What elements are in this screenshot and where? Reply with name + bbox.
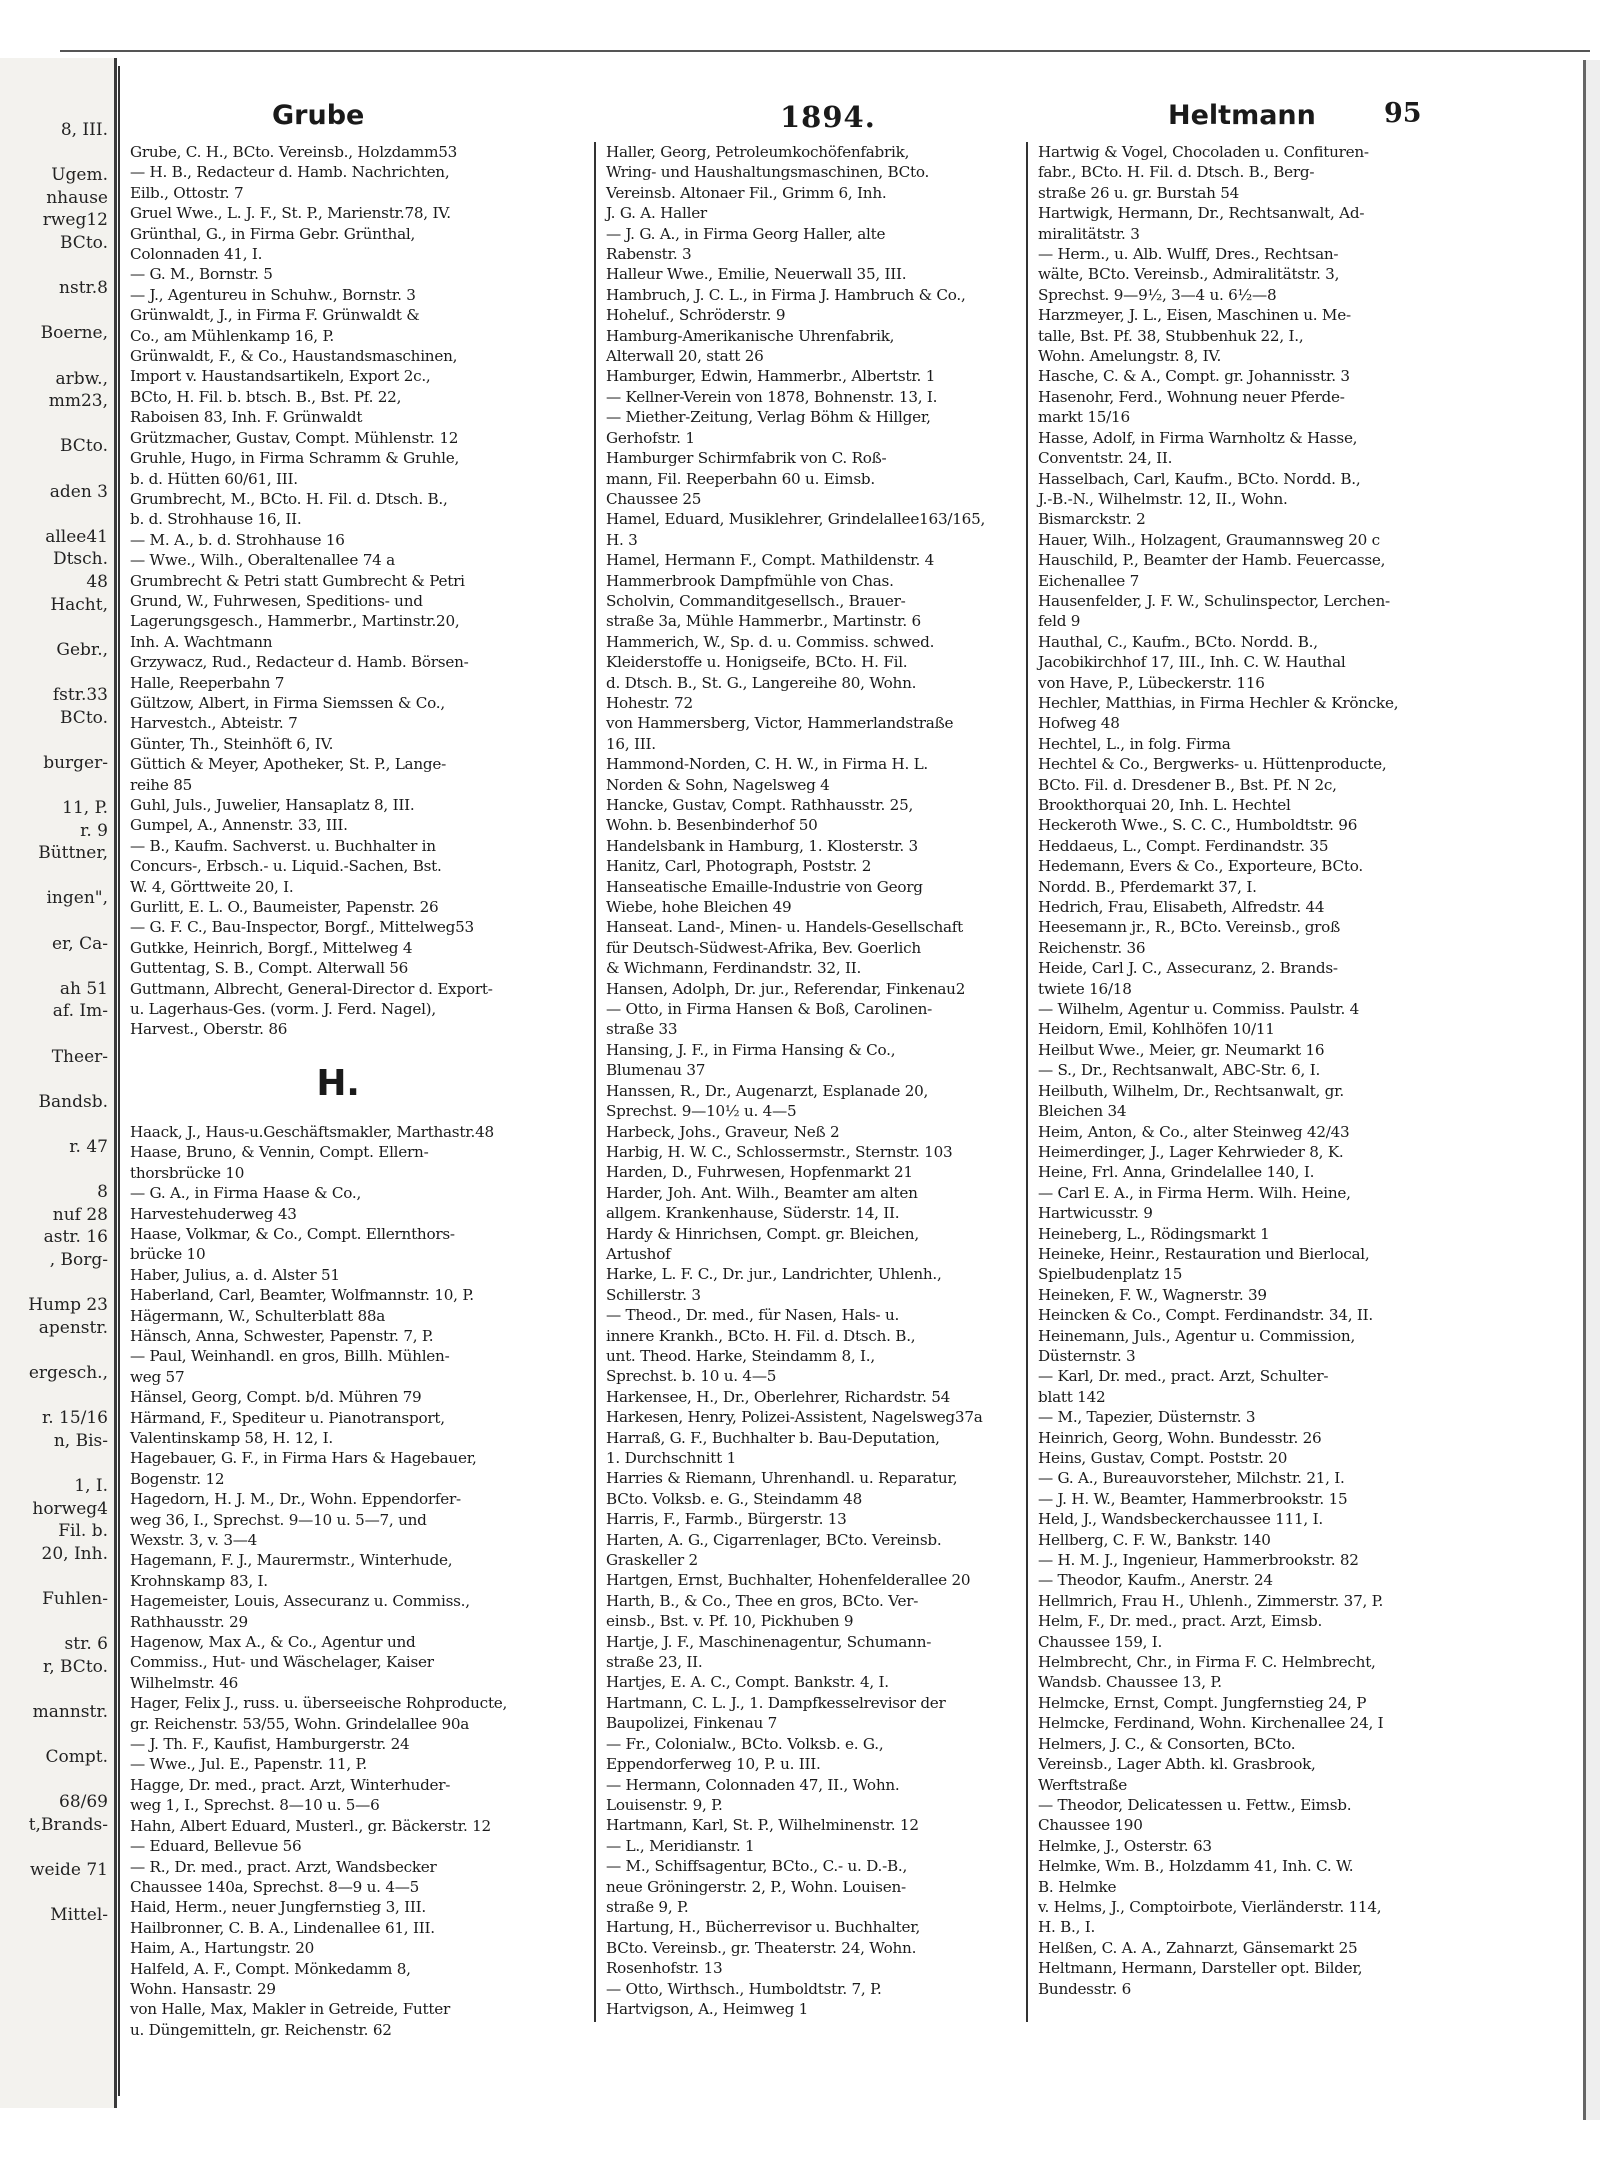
directory-entry: Gurlitt, E. L. O., Baumeister, Papenstr. 26: [130, 898, 439, 917]
directory-entry: Gumpel, A., Annenstr. 33, III.: [130, 816, 348, 835]
directory-entry: Hauer, Wilh., Holzagent, Graumannsweg 20 c: [1038, 530, 1380, 549]
directory-entry: Haase, Volkmar, & Co., Compt. Ellernthors- brücke 10: [130, 1224, 455, 1264]
directory-entry: — Kellner-Verein von 1878, Bohnenstr. 13, I.: [606, 387, 938, 406]
page-header: [120, 100, 1420, 140]
directory-entry: Heilbut Wwe., Meier, gr. Neumarkt 16: [1038, 1040, 1325, 1059]
margin-fragment: Ugem.: [51, 165, 108, 186]
directory-entry: Grützmacher, Gustav, Compt. Mühlenstr. 12: [130, 428, 459, 447]
margin-fragment: Compt.: [45, 1747, 108, 1768]
directory-entry: Handelsbank in Hamburg, 1. Klosterstr. 3: [606, 836, 918, 855]
margin-fragment: Boerne,: [40, 323, 108, 344]
directory-entry: Heltmann, Hermann, Darsteller opt. Bilder, Bundesstr. 6: [1038, 1959, 1363, 1998]
directory-entry: Hartmann, C. L. J., 1. Dampfkesselrevisor der Baupolizei, Finkenau 7: [606, 1693, 946, 1733]
directory-entry: — G. A., Bureauvorsteher, Milchstr. 21, I.: [1038, 1469, 1345, 1488]
margin-fragment: mannstr.: [32, 1702, 108, 1722]
directory-entry: — J. Th. F., Kaufist, Hamburgerstr. 24: [130, 1735, 410, 1754]
directory-entry: Harraß, G. F., Buchhalter b. Bau-Deputation, 1. Durchschnitt 1: [606, 1428, 940, 1467]
directory-entry: Helmers, J. C., & Consorten, BCto. Vereinsb., Lager Abth. kl. Grasbrook, Werftstraße: [1038, 1734, 1316, 1794]
margin-fragment: str. 6: [64, 1634, 108, 1655]
directory-entry: — H. M. J., Ingenieur, Hammerbrookstr. 82: [1038, 1551, 1359, 1570]
directory-entry: Harder, Joh. Ant. Wilh., Beamter am alten allgem. Krankenhause, Süderstr. 14, II.: [606, 1183, 918, 1223]
directory-entry: Gruel Wwe., L. J. F., St. P., Marienstr.78, IV.: [130, 204, 451, 223]
directory-entry: Heesemann jr., R., BCto. Vereinsb., groß Reichenstr. 36: [1038, 918, 1340, 957]
section-letter: H.: [316, 1062, 360, 1104]
directory-entry: Hauschild, P., Beamter der Hamb. Feuercasse, Eichenallee 7: [1038, 551, 1386, 590]
directory-entry: — Theodor, Delicatessen u. Fettw., Eimsb. Chaussee 190: [1038, 1795, 1352, 1835]
directory-entry: Held, J., Wandsbeckerchaussee 111, I.: [1038, 1510, 1323, 1529]
margin-fragment: af. Im-: [52, 1001, 108, 1022]
directory-entry: Hailbronner, C. B. A., Lindenallee 61, III.: [130, 1918, 435, 1937]
directory-entry: Hanseatische Emaille-Industrie von Georg Wiebe, hohe Bleichen 49: [606, 877, 923, 917]
directory-entry: Gutkke, Heinrich, Borgf., Mittelweg 4: [130, 938, 413, 957]
directory-entry: Hammond-Norden, C. H. W., in Firma H. L. Norden & Sohn, Nagelsweg 4: [606, 755, 929, 794]
directory-entry: Helmke, Wm. B., Holzdamm 41, Inh. C. W. B. Helmke: [1038, 1857, 1354, 1896]
page-number: 95: [1384, 98, 1422, 129]
directory-entry: Hartwigk, Hermann, Dr., Rechtsanwalt, Ad- miralitätstr. 3: [1038, 204, 1365, 243]
directory-entry: Hartjes, E. A. C., Compt. Bankstr. 4, I.: [606, 1673, 889, 1692]
margin-fragment: Mittel-: [50, 1905, 108, 1926]
margin-fragment: Gebr.,: [56, 639, 108, 660]
directory-entry: Haller, Georg, Petroleumkochöfenfabrik, Wring- und Haushaltungsmaschinen, BCto. Vereinsb. Altonaer Fil., Grimm 6, Inh. J. G. A. Haller: [606, 143, 930, 223]
margin-fragment: t,Brands-: [28, 1815, 108, 1835]
directory-entry: Hasselbach, Carl, Kaufm., BCto. Nordd. B., J.-B.-N., Wilhelmstr. 12, II., Wohn. Bismarckstr. 2: [1038, 469, 1361, 529]
column-3: [1026, 142, 1474, 2022]
directory-entry: — Miether-Zeitung, Verlag Böhm & Hillger, Gerhofstr. 1: [606, 408, 931, 447]
directory-entry: Grünwaldt, F., & Co., Haustandsmaschinen, Import v. Haustandsartikeln, Export 2c., BCto, H. Fil. b. btsch. B., Bst. Pf. 22, Raboisen 83, Inh. F. Grünwaldt: [130, 347, 458, 427]
directory-entry: Hardy & Hinrichsen, Compt. gr. Bleichen, Artushof: [606, 1224, 919, 1263]
directory-entry: Heine, Frl. Anna, Grindelallee 140, I.: [1038, 1163, 1315, 1182]
directory-entry: Hartje, J. F., Maschinenagentur, Schumann- straße 23, II.: [606, 1632, 932, 1672]
margin-fragment: astr. 16: [43, 1227, 108, 1248]
directory-entry: Hanseat. Land-, Minen- u. Handels-Gesellschaft für Deutsch-Südwest-Afrika, Bev. Goerlich & Wichmann, Ferdinandstr. 32, II.: [606, 918, 964, 978]
directory-entry: — B., Kaufm. Sachverst. u. Buchhalter in Concurs-, Erbsch.- u. Liquid.-Sachen, Bst. W. 4, Görttweite 20, I.: [130, 836, 442, 896]
margin-fragment: 8, III.: [60, 120, 108, 140]
margin-fragment: BCto.: [60, 436, 108, 457]
directory-entry: von Halle, Max, Makler in Getreide, Futter u. Düngemitteln, gr. Reichenstr. 62: [130, 2000, 450, 2039]
directory-entry: Gültzow, Albert, in Firma Siemssen & Co., Harvestch., Abteistr. 7: [130, 693, 445, 733]
directory-entry: — J. H. W., Beamter, Hammerbrookstr. 15: [1038, 1489, 1348, 1508]
margin-fragment: apenstr.: [38, 1317, 108, 1338]
directory-entry: Hamburger Schirmfabrik von C. Roß- mann, Fil. Reeperbahn 60 u. Eimsb. Chaussee 25: [606, 449, 887, 508]
directory-entry: Hamburg-Amerikanische Uhrenfabrik, Alterwall 20, statt 26: [606, 326, 895, 366]
directory-entry: Haase, Bruno, & Vennin, Compt. Ellern- thorsbrücke 10: [130, 1143, 429, 1182]
margin-fragment: r. 47: [69, 1137, 108, 1157]
margin-fragment: r. 15/16: [41, 1408, 108, 1429]
margin-fragment: arbw.,: [55, 368, 108, 389]
directory-entry: — M., Schiffsagentur, BCto., C.- u. D.-B., neue Gröningerstr. 2, P., Wohn. Louisen- straße 9, P.: [606, 1857, 908, 1916]
directory-entry: Hagebauer, G. F., in Firma Hars & Hagebauer, Bogenstr. 12: [130, 1449, 477, 1488]
directory-entry: Halfeld, A. F., Compt. Mönkedamm 8, Wohn. Hansastr. 29: [130, 1959, 411, 1998]
directory-entry: Hamel, Eduard, Musiklehrer, Grindelallee163/165, H. 3: [606, 510, 986, 549]
margin-fragment: nuf 28: [52, 1204, 108, 1225]
directory-entry: Hansing, J. F., in Firma Hansing & Co., Blumenau 37: [606, 1040, 896, 1080]
directory-entry: Hechler, Matthias, in Firma Hechler & Kröncke, Hofweg 48: [1038, 693, 1399, 733]
directory-entry: Helm, F., Dr. med., pract. Arzt, Eimsb. Chaussee 159, I.: [1038, 1612, 1323, 1651]
directory-entry: Hasenohr, Ferd., Wohnung neuer Pferde- markt 15/16: [1038, 387, 1345, 427]
directory-entry: — Wwe., Jul. E., Papenstr. 11, P.: [130, 1755, 367, 1774]
directory-entry: Günter, Th., Steinhöft 6, IV.: [130, 734, 334, 753]
directory-entry: Hägermann, W., Schulterblatt 88a: [130, 1306, 386, 1325]
directory-entry: Harzmeyer, J. L., Eisen, Maschinen u. Me- talle, Bst. Pf. 38, Stubbenhuk 22, I., Wohn. Amelungstr. 8, IV.: [1038, 306, 1351, 366]
previous-page-margin: [0, 58, 117, 2108]
margin-fragment: 11, P.: [62, 798, 108, 818]
directory-entry: Harke, L. F. C., Dr. jur., Landrichter, Uhlenh., Schillerstr. 3: [606, 1265, 942, 1304]
directory-entry: Helmke, J., Osterstr. 63: [1038, 1836, 1212, 1855]
margin-fragment: horweg4: [32, 1498, 108, 1519]
margin-fragment: 68/69: [59, 1792, 108, 1813]
margin-fragment: mm23,: [48, 391, 108, 412]
directory-entry: Hellberg, C. F. W., Bankstr. 140: [1038, 1530, 1271, 1549]
directory-entry: — J. G. A., in Firma Georg Haller, alte Rabenstr. 3: [606, 224, 886, 264]
directory-entry: Hedemann, Evers & Co., Exporteure, BCto. Nordd. B., Pferdemarkt 37, I.: [1038, 857, 1363, 896]
directory-entry: Guhl, Juls., Juwelier, Hansaplatz 8, III.: [130, 796, 415, 814]
margin-fragment: r. 9: [80, 820, 108, 841]
directory-entry: Harbeck, Johs., Graveur, Neß 2: [606, 1122, 840, 1141]
directory-entry: Grumbrecht & Petri statt Gumbrecht & Petri: [130, 571, 465, 590]
directory-entry: Hechtel & Co., Bergwerks- u. Hüttenproducte, BCto. Fil. d. Dresdener B., Bst. Pf. N 2c, Brookthorquai 20, Inh. L. Hechtel: [1038, 755, 1387, 814]
directory-entry: Helmbrecht, Chr., in Firma F. C. Helmbrecht, Wandsb. Chaussee 13, P.: [1038, 1653, 1376, 1692]
directory-entry: Härmand, F., Spediteur u. Pianotransport, Valentinskamp 58, H. 12, I.: [130, 1408, 445, 1447]
directory-entry: — M., Tapezier, Düsternstr. 3: [1038, 1408, 1256, 1427]
directory-entry: Guttentag, S. B., Compt. Alterwall 56: [130, 959, 409, 978]
margin-fragment: burger-: [43, 752, 108, 773]
directory-entry: Heinrich, Georg, Wohn. Bundesstr. 26: [1038, 1428, 1322, 1447]
margin-fragment: Fuhlen-: [42, 1589, 108, 1609]
directory-entry: Grumbrecht, M., BCto. H. Fil. d. Dtsch. B., b. d. Strohhause 16, II.: [130, 489, 448, 529]
directory-entry: — Otto, in Firma Hansen & Boß, Carolinen- straße 33: [606, 1000, 933, 1039]
header-year: 1894.: [780, 100, 876, 134]
directory-entry: Hasche, C. & A., Compt. gr. Johannisstr. 3: [1038, 367, 1350, 386]
directory-entry: Harkensee, H., Dr., Oberlehrer, Richardstr. 54: [606, 1387, 951, 1406]
directory-entry: — Otto, Wirthsch., Humboldtstr. 7, P.: [606, 1979, 882, 1998]
header-last-word: Heltmann: [1168, 100, 1316, 131]
directory-entry: von Hammersberg, Victor, Hammerlandstraße 16, III.: [606, 714, 954, 753]
scan-right-edge: [1583, 60, 1600, 2120]
directory-entry: Heimerdinger, J., Lager Kehrwieder 8, K.: [1038, 1142, 1344, 1161]
directory-entry: Heincken & Co., Compt. Ferdinandstr. 34, II.: [1038, 1306, 1373, 1325]
margin-fragment: ingen",: [46, 888, 108, 909]
directory-entry: Haack, J., Haus-u.Geschäftsmakler, Marthastr.48: [130, 1122, 494, 1141]
column-1-entries: [130, 142, 546, 1040]
directory-entry: Haim, A., Hartungstr. 20: [130, 1939, 315, 1958]
directory-entry: Hänsch, Anna, Schwester, Papenstr. 7, P.: [130, 1326, 434, 1345]
margin-fragment: BCto.: [60, 707, 108, 728]
directory-entry: Hartvigson, A., Heimweg 1: [606, 1999, 809, 2018]
directory-entry: — Theodor, Kaufm., Anerstr. 24: [1038, 1571, 1273, 1590]
directory-entry: — Carl E. A., in Firma Herm. Wilh. Heine, Hartwicusstr. 9: [1038, 1183, 1351, 1223]
margin-fragment: Bandsb.: [38, 1091, 108, 1112]
directory-entry: — Wilhelm, Agentur u. Commiss. Paulstr. 4: [1038, 1000, 1360, 1019]
directory-entry: — H. B., Redacteur d. Hamb. Nachrichten, Eilb., Ottostr. 7: [130, 163, 450, 202]
directory-entry: Helßen, C. A. A., Zahnarzt, Gänsemarkt 25: [1038, 1938, 1358, 1957]
margin-fragment: 8: [97, 1182, 108, 1203]
directory-entry: Heim, Anton, & Co., alter Steinweg 42/43: [1038, 1122, 1350, 1141]
scan-top-edge: [60, 50, 1590, 62]
margin-fragment: , Borg-: [49, 1250, 108, 1270]
directory-entry: Hänsel, Georg, Compt. b/d. Mühren 79: [130, 1388, 422, 1407]
column-1-entries-h: [130, 1122, 546, 2040]
directory-entry: Grünthal, G., in Firma Gebr. Grünthal, Colonnaden 41, I.: [130, 224, 416, 264]
directory-entry: — G. F. C., Bau-Inspector, Borgf., Mittelweg53: [130, 918, 474, 937]
margin-fragment: BCto.: [60, 233, 108, 253]
directory-entry: Hammerich, W., Sp. d. u. Commiss. schwed. Kleiderstoffe u. Honigseife, BCto. H. Fil. d. Dtsch. B., St. G., Langereihe 80, Wohn. Hohestr. 72: [606, 632, 935, 712]
directory-entry: — S., Dr., Rechtsanwalt, ABC-Str. 6, I.: [1038, 1061, 1321, 1080]
directory-entry: Haberland, Carl, Beamter, Wolfmannstr. 10, P.: [130, 1286, 474, 1305]
directory-entry: Hasse, Adolf, in Firma Warnholtz & Hasse, Conventstr. 24, II.: [1038, 428, 1358, 468]
directory-entry: Hammerbrook Dampfmühle von Chas. Scholvin, Commanditgesellsch., Brauer- straße 3a, Mühle Hammerbr., Martinstr. 6: [606, 571, 921, 631]
margin-fragment: Büttner,: [38, 843, 108, 864]
directory-entry: Gruhle, Hugo, in Firma Schramm & Gruhle, b. d. Hütten 60/61, III.: [130, 449, 460, 488]
directory-entry: Heilbuth, Wilhelm, Dr., Rechtsanwalt, gr. Bleichen 34: [1038, 1081, 1344, 1121]
margin-fragment: ergesch.,: [28, 1363, 108, 1383]
directory-entry: Harbig, H. W. C., Schlossermstr., Sternstr. 103: [606, 1142, 953, 1161]
directory-entry: Hanssen, R., Dr., Augenarzt, Esplanade 20, Sprechst. 9—10½ u. 4—5: [606, 1081, 929, 1121]
header-first-word: Grube: [272, 100, 365, 131]
directory-entry: Heddaeus, L., Compt. Ferdinandstr. 35: [1038, 836, 1329, 855]
directory-entry: Hamburger, Edwin, Hammerbr., Albertstr. 1: [606, 367, 936, 386]
directory-entry: Haber, Julius, a. d. Alster 51: [130, 1265, 340, 1284]
directory-entry: Harden, D., Fuhrwesen, Hopfenmarkt 21: [606, 1163, 913, 1182]
directory-entry: Hartwig & Vogel, Chocoladen u. Confituren- fabr., BCto. H. Fil. d. Dtsch. B., Berg- straße 26 u. gr. Burstah 54: [1038, 143, 1369, 202]
directory-entry: Hagge, Dr. med., pract. Arzt, Winterhuder- weg 1, I., Sprechst. 8—10 u. 5—6: [130, 1775, 451, 1815]
margin-fragment: nstr.8: [59, 278, 108, 299]
directory-entry: — Theod., Dr. med., für Nasen, Hals- u. innere Krankh., BCto. H. Fil. d. Dtsch. B., unt. Theod. Harke, Steindamm 8, I., Sprechst. b. 10 u. 4—5: [606, 1306, 916, 1386]
directory-page: [118, 66, 1560, 2096]
margin-fragment: Fil. b.: [58, 1521, 108, 1542]
directory-entry: Hechtel, L., in folg. Firma: [1038, 734, 1231, 753]
directory-entry: Hagemann, F. J., Maurermstr., Winterhude, Krohnskamp 83, I.: [130, 1551, 453, 1590]
directory-entry: v. Helms, J., Comptoirbote, Vierländerstr. 114, H. B., I.: [1038, 1897, 1382, 1937]
directory-entry: Helmcke, Ferdinand, Wohn. Kirchenallee 24, I: [1038, 1714, 1384, 1733]
directory-entry: — Karl, Dr. med., pract. Arzt, Schulter- blatt 142: [1038, 1367, 1329, 1406]
directory-entry: Harkesen, Henry, Polizei-Assistent, Nagelsweg37a: [606, 1408, 983, 1427]
directory-entry: von Have, P., Lübeckerstr. 116: [1038, 673, 1265, 692]
directory-entry: Hansen, Adolph, Dr. jur., Referendar, Finkenau2: [606, 979, 966, 998]
margin-fragment: allee41: [45, 526, 108, 547]
directory-entry: Hahn, Albert Eduard, Musterl., gr. Bäckerstr. 12: [130, 1816, 491, 1835]
margin-fragment: Theer-: [51, 1046, 108, 1067]
directory-entry: Heinemann, Juls., Agentur u. Commission, Düsternstr. 3: [1038, 1326, 1356, 1365]
directory-entry: Hancke, Gustav, Compt. Rathhausstr. 25, Wohn. b. Besenbinderhof 50: [606, 796, 914, 835]
directory-entry: Guttmann, Albrecht, General-Director d. Export- u. Lagerhaus-Ges. (vorm. J. Ferd. Nagel), Harvest., Oberstr. 86: [130, 979, 493, 1039]
directory-entry: — Wwe., Wilh., Oberaltenallee 74 a: [130, 551, 395, 570]
directory-entry: Hausenfelder, J. F. W., Schulinspector, Lerchen- feld 9: [1038, 591, 1390, 631]
directory-entry: Heineken, F. W., Wagnerstr. 39: [1038, 1285, 1267, 1304]
directory-entry: Heineke, Heinr., Restauration und Bierlocal, Spielbudenplatz 15: [1038, 1244, 1370, 1284]
directory-entry: Heide, Carl J. C., Assecuranz, 2. Brands- twiete 16/18: [1038, 959, 1338, 998]
margin-fragment: n, Bis-: [53, 1430, 108, 1451]
directory-entry: — Hermann, Colonnaden 47, II., Wohn. Louisenstr. 9, P.: [606, 1775, 900, 1814]
directory-entry: Heins, Gustav, Compt. Poststr. 20: [1038, 1449, 1288, 1467]
directory-entry: Hagedorn, H. J. M., Dr., Wohn. Eppendorfer- weg 36, I., Sprechst. 9—10 u. 5—7, und Wexstr. 3, v. 3—4: [130, 1490, 461, 1549]
directory-entry: — G. M., Bornstr. 5: [130, 265, 273, 284]
margin-fragment: 1, I.: [74, 1476, 108, 1496]
directory-entry: Haid, Herm., neuer Jungfernstieg 3, III.: [130, 1898, 426, 1917]
directory-entry: Grund, W., Fuhrwesen, Speditions- und Lagerungsgesch., Hammerbr., Martinstr.20, Inh. A. Wachtmann: [130, 591, 460, 651]
directory-entry: Halleur Wwe., Emilie, Neuerwall 35, III.: [606, 265, 907, 284]
directory-entry: Harris, F., Farmb., Bürgerstr. 13: [606, 1510, 847, 1529]
directory-entry: — Herm., u. Alb. Wulff, Dres., Rechtsan- wälte, BCto. Vereinsb., Admiralitätstr. 3, Sprechst. 9—9½, 3—4 u. 6½—8: [1038, 245, 1340, 304]
margin-fragment: 20, Inh.: [41, 1543, 108, 1564]
directory-entry: — Eduard, Bellevue 56: [130, 1837, 302, 1856]
directory-entry: Harten, A. G., Cigarrenlager, BCto. Vereinsb. Graskeller 2: [606, 1530, 942, 1570]
directory-entry: Hamel, Hermann F., Compt. Mathildenstr. 4: [606, 551, 935, 570]
directory-entry: Heidorn, Emil, Kohlhöfen 10/11: [1038, 1020, 1275, 1039]
directory-entry: Hagenow, Max A., & Co., Agentur und Commiss., Hut- und Wäschelager, Kaiser Wilhelmstr. 46: [130, 1633, 434, 1692]
directory-entry: Hellmrich, Frau H., Uhlenh., Zimmerstr. 37, P.: [1038, 1591, 1384, 1610]
margin-fragment: rweg12: [42, 210, 108, 231]
directory-entry: Harries & Riemann, Uhrenhandl. u. Reparatur, BCto. Volksb. e. G., Steindamm 48: [606, 1469, 958, 1508]
directory-entry: Hauthal, C., Kaufm., BCto. Nordd. B., Jacobikirchhof 17, III., Inh. C. W. Hauthal: [1038, 632, 1346, 672]
directory-entry: Hartung, H., Bücherrevisor u. Buchhalter, BCto. Vereinsb., gr. Theaterstr. 24, Wohn. Rosenhofstr. 13: [606, 1918, 921, 1978]
margin-fragment: Hump 23: [28, 1295, 108, 1316]
margin-fragment: r, BCto.: [42, 1656, 108, 1677]
directory-entry: Hagemeister, Louis, Assecuranz u. Commiss., Rathhausstr. 29: [130, 1592, 470, 1631]
margin-fragment: er, Ca-: [51, 933, 108, 954]
directory-entry: Hartmann, Karl, St. P., Wilhelminenstr. 12: [606, 1816, 919, 1835]
margin-fragment: Hacht,: [50, 594, 108, 615]
directory-entry: Harth, B., & Co., Thee en gros, BCto. Ver- einsb., Bst. v. Pf. 10, Pickhuben 9: [606, 1591, 919, 1631]
margin-fragment: nhause: [46, 187, 108, 208]
directory-entry: — Fr., Colonialw., BCto. Volksb. e. G., Eppendorferweg 10, P. u. III.: [606, 1734, 884, 1774]
margin-fragment: aden 3: [49, 481, 108, 502]
directory-entry: Hedrich, Frau, Elisabeth, Alfredstr. 44: [1038, 898, 1325, 917]
directory-entry: — Paul, Weinhandl. en gros, Billh. Mühlen- weg 57: [130, 1347, 450, 1386]
directory-entry: Heckeroth Wwe., S. C. C., Humboldtstr. 96: [1038, 816, 1358, 835]
margin-fragment: ah 51: [59, 978, 108, 999]
directory-entry: — R., Dr. med., pract. Arzt, Wandsbecker Chaussee 140a, Sprechst. 8—9 u. 4—5: [130, 1857, 437, 1896]
margin-fragment: fstr.33: [52, 685, 108, 705]
directory-entry: Heineberg, L., Rödingsmarkt 1: [1038, 1224, 1270, 1243]
directory-entry: Hager, Felix J., russ. u. überseeische Rohproducte, gr. Reichenstr. 53/55, Wohn. Grindelallee 90a: [130, 1694, 508, 1733]
directory-entry: Grzywacz, Rud., Redacteur d. Hamb. Börsen- Halle, Reeperbahn 7: [130, 653, 469, 692]
directory-entry: Grünwaldt, J., in Firma F. Grünwaldt & Co., am Mühlenkamp 16, P.: [130, 306, 420, 345]
directory-entry: Hanitz, Carl, Photograph, Poststr. 2: [606, 857, 872, 876]
margin-fragment: 48: [86, 572, 108, 592]
directory-entry: Grube, C. H., BCto. Vereinsb., Holzdamm53: [130, 143, 458, 161]
directory-entry: — M. A., b. d. Strohhause 16: [130, 530, 345, 549]
directory-entry: — G. A., in Firma Haase & Co., Harvestehuderweg 43: [130, 1184, 362, 1223]
directory-entry: Hambruch, J. C. L., in Firma J. Hambruch & Co., Hoheluf., Schröderstr. 9: [606, 285, 966, 325]
directory-entry: Hartgen, Ernst, Buchhalter, Hohenfelderallee 20: [606, 1571, 971, 1590]
directory-entry: — L., Meridianstr. 1: [606, 1836, 755, 1855]
margin-fragment: Dtsch.: [52, 549, 108, 570]
column-1: [130, 142, 546, 2040]
directory-entry: — J., Agentureu in Schuhw., Bornstr. 3: [130, 285, 416, 304]
directory-entry: Güttich & Meyer, Apotheker, St. P., Lange- reihe 85: [130, 755, 446, 794]
directory-entry: Helmcke, Ernst, Compt. Jungfernstieg 24, P: [1038, 1693, 1367, 1712]
column-2: [594, 142, 1026, 2022]
margin-fragment: weide 71: [29, 1860, 108, 1881]
